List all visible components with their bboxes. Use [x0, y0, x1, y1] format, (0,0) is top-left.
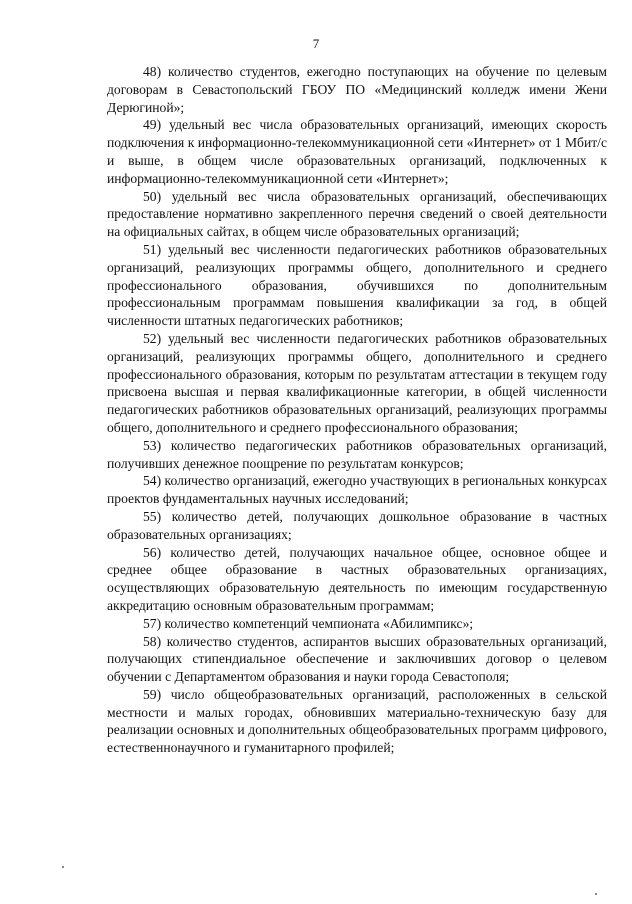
paragraph-57: 57) количество компетенций чемпионата «Абилимпикс»; [143, 615, 474, 631]
paragraph-53: 53) количество педагогических работников образовательных организаций, получивших денежное поощрение по результатам конкурсов; [107, 437, 607, 471]
document-body [107, 63, 607, 757]
paragraph-49: 49) удельный вес числа образовательных организаций, имеющих скорость подключения к информационно-телекоммуникационной сети «Интернет» от 1 Мбит/с и выше, в общем числе образовательных организаций, подключенных к информационно-телекоммуникационной сети «Интернет»; [107, 117, 607, 186]
scan-speck [595, 893, 597, 895]
paragraph-48: 48) количество студентов, ежегодно поступающих на обучение по целевым договорам в Севастопольский ГБОУ ПО «Медицинский колледж имени Жени Дерюгиной»; [107, 64, 607, 115]
paragraph-50: 50) удельный вес числа образовательных организаций, обеспечивающих предоставление нормативно закрепленного перечня сведений о своей деятельности на официальных сайтах, в общем числе образовательных организаций; [107, 188, 607, 240]
paragraph-52: 52) удельный вес численности педагогических работников образовательных организаций, реализующих программы общего, дополнительного и среднего профессионального образования, которым по результатам аттестации в текущем году присвоена высшая и первая квалификационные категории, в общей численности педагогических работников образовательных организаций, реализующих программы общего, дополнительного и среднего профессионального образования; [107, 330, 607, 435]
paragraph-56: 56) количество детей, получающих начальное общее, основное общее и среднее общее образование в частных образовательных организациях, осуществляющих образовательную деятельность по имеющим государственную аккредитацию основным образовательным программам; [107, 544, 607, 613]
paragraph-59: 59) число общеобразовательных организаций, расположенных в сельской местности и малых городах, обновивших материально-техническую базу для реализации основных и дополнительных общеобразовательных программ цифрового, естественнонаучного и гуманитарного профилей; [107, 686, 607, 756]
paragraph-58: 58) количество студентов, аспирантов высших образовательных организаций, получающих стипендиальное обеспечение и заключивших договор о целевом обучении с Департаментом образования и науки города Севастополя; [107, 633, 607, 685]
paragraph-55: 55) количество детей, получающих дошкольное образование в частных образовательных организациях; [107, 508, 607, 542]
paragraph-54: 54) количество организаций, ежегодно участвующих в региональных конкурсах проектов фундаментальных научных исследований; [107, 473, 607, 507]
paragraph-51: 51) удельный вес численности педагогических работников образовательных организаций, реализующих программы общего, дополнительного и среднего профессионального образования, обучившихся по дополнительным профессиональным программам повышения квалификации за год, в общей численности штатных педагогических работников; [107, 241, 607, 329]
scan-speck [62, 866, 64, 868]
page-number: 7 [312, 36, 320, 51]
